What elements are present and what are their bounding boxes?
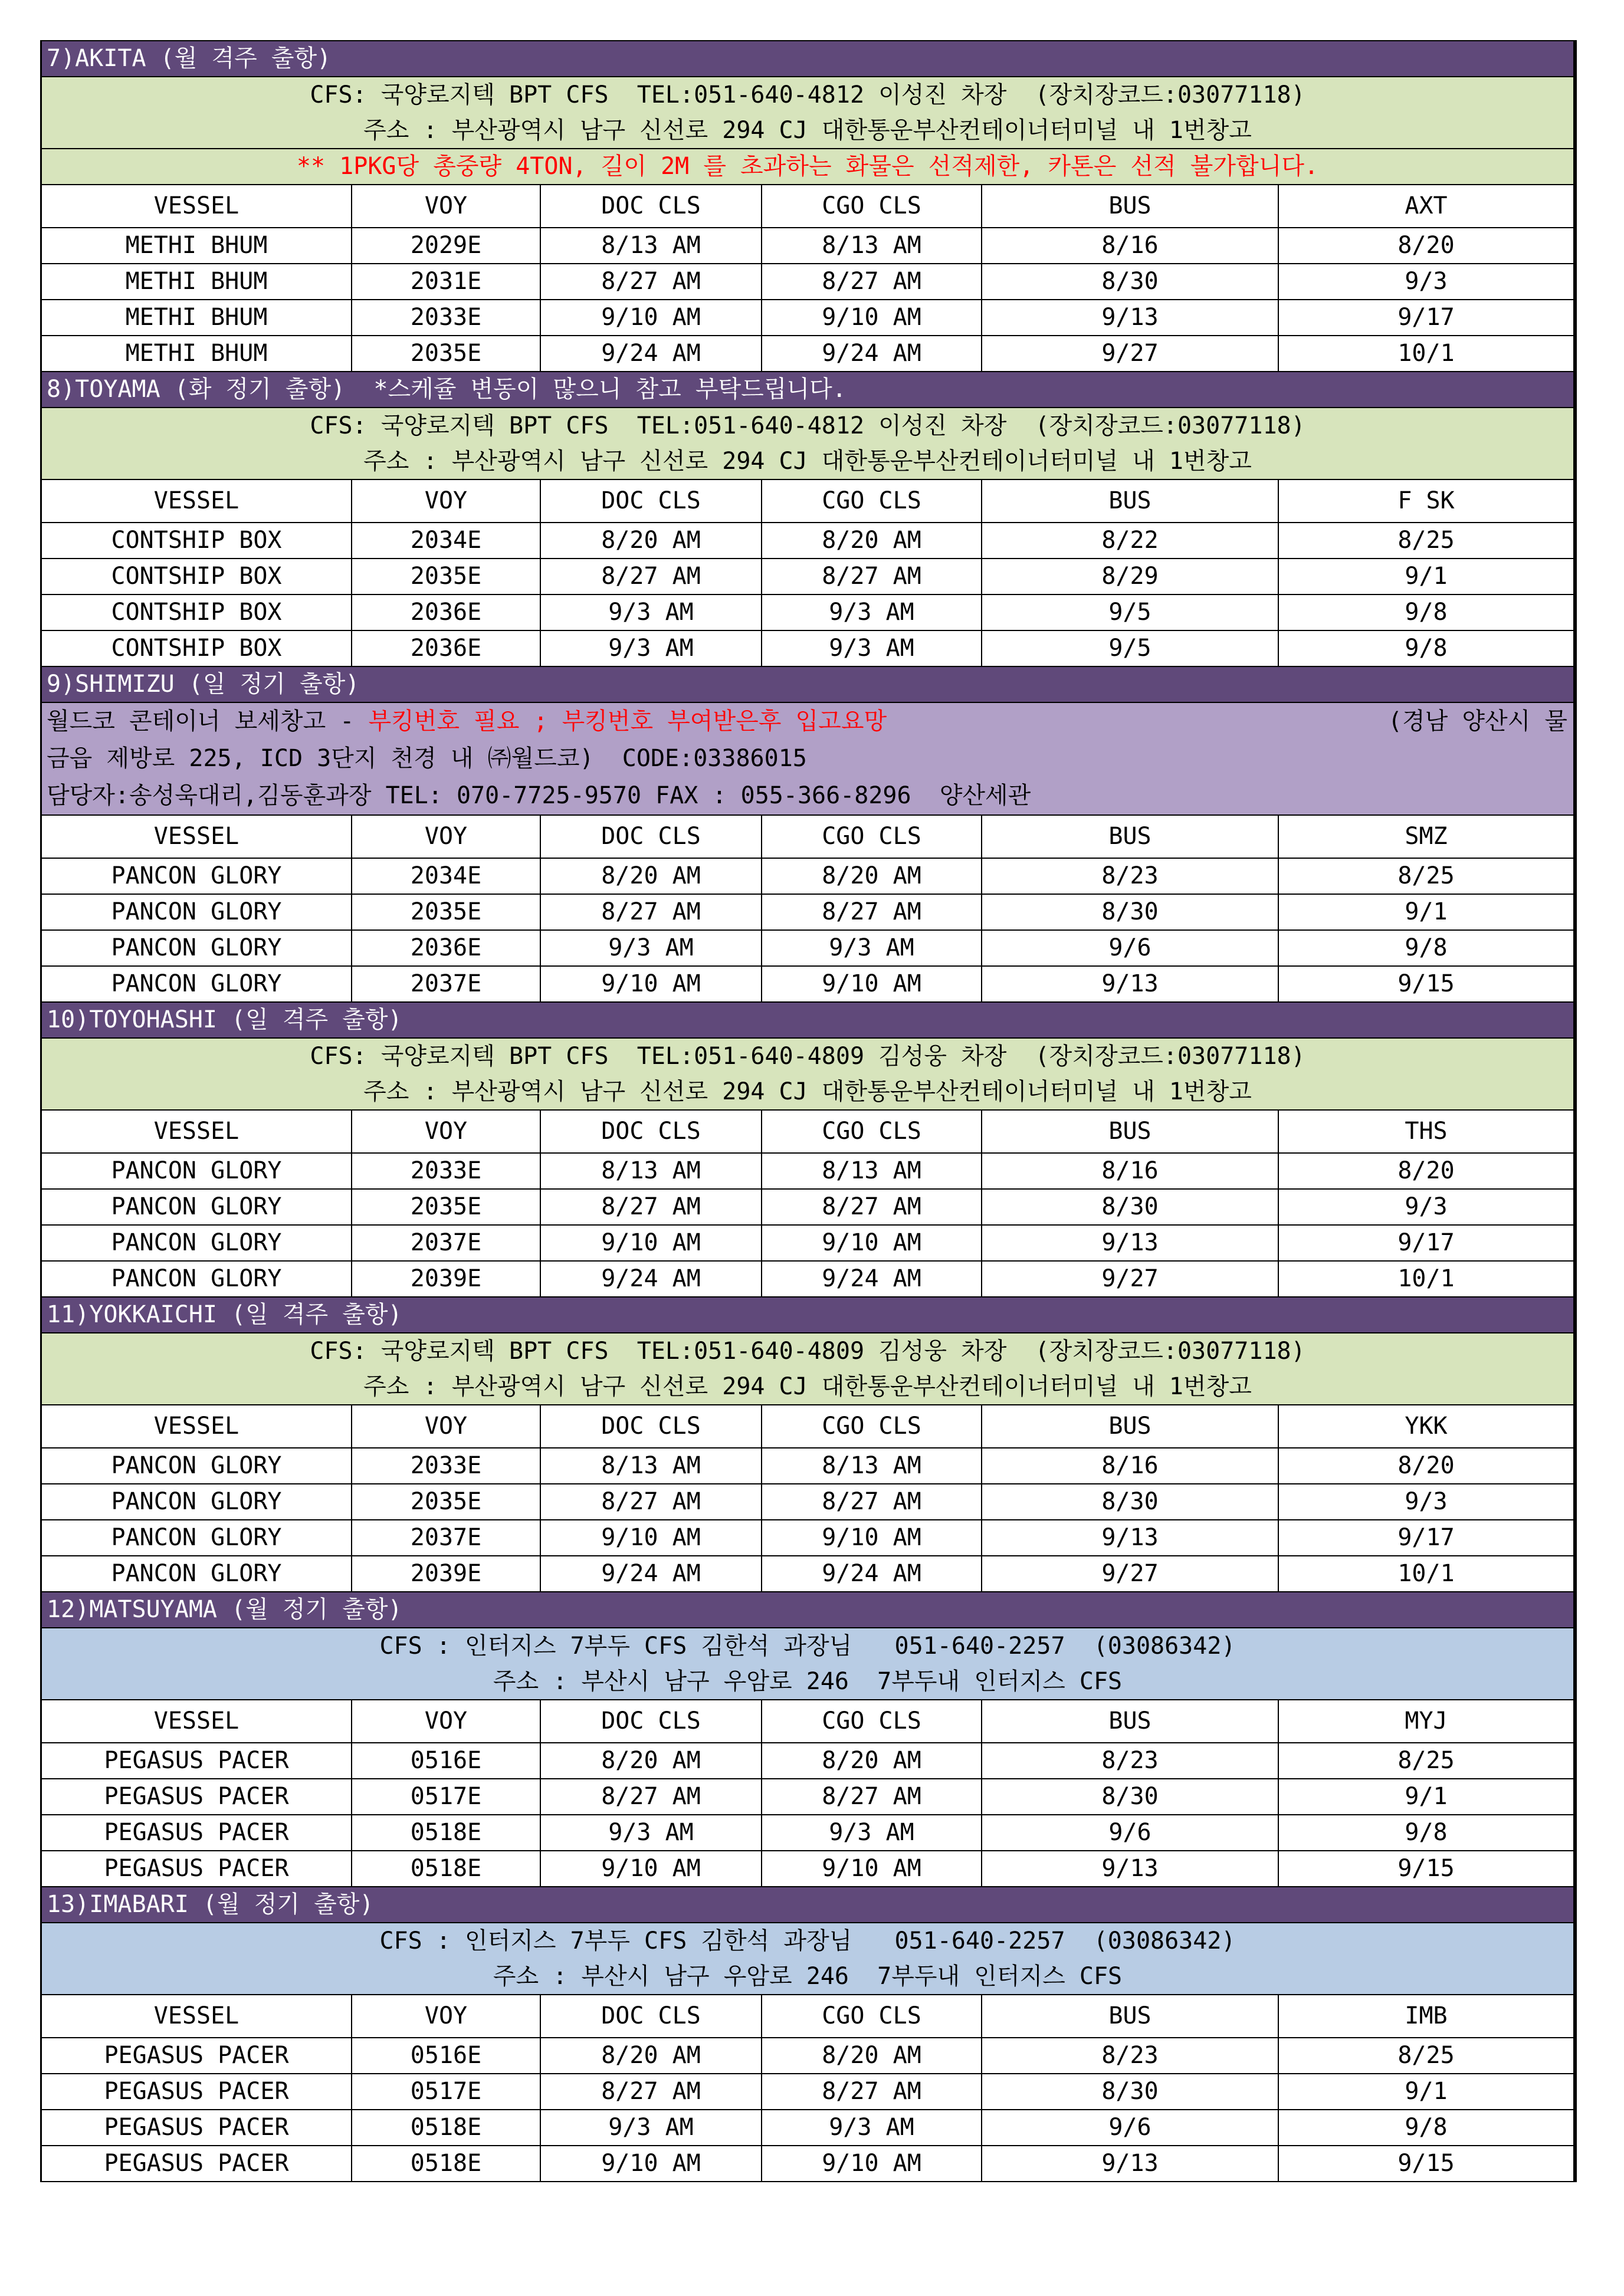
table-header-row <box>42 185 1573 228</box>
column-header-cgo-cls: CGO CLS <box>762 1700 982 1742</box>
section-title: 9)SHIMIZU (일 정기 출항) <box>42 667 1573 703</box>
cfs-info <box>42 1333 1573 1405</box>
vessel-cell: PANCON GLORY <box>42 967 352 1001</box>
column-header-voy: VOY <box>352 1405 541 1447</box>
cfs-info <box>42 1039 1573 1111</box>
cargo-cutoff-cell: 8/27 AM <box>762 1484 982 1519</box>
cargo-cutoff-cell: 8/13 AM <box>762 228 982 263</box>
port-arrival-cell: 9/1 <box>1405 898 1448 925</box>
port-arrival-cell: 9/15 <box>1397 970 1455 997</box>
doc-cutoff-cell: 8/13 AM <box>541 228 762 263</box>
doc-cutoff-cell: 8/20 AM <box>541 859 762 894</box>
column-header-bus: BUS <box>982 816 1279 858</box>
port-arrival-cell: 10/1 <box>1397 1560 1455 1587</box>
table-row <box>42 2146 1573 2182</box>
booking-warning: 부킹번호 필요 ; 부킹번호 부여받은후 입고요망 <box>368 708 887 735</box>
busan-departure-cell: 9/5 <box>982 595 1279 630</box>
busan-departure-cell: 8/30 <box>982 895 1279 929</box>
column-header-vessel: VESSEL <box>42 816 352 858</box>
port-arrival-cell: 9/8 <box>1405 635 1448 662</box>
warehouse-info <box>42 703 1573 816</box>
cargo-cutoff-cell: 9/10 AM <box>762 967 982 1001</box>
column-header-vessel: VESSEL <box>42 185 352 227</box>
cargo-cutoff-cell: 9/10 AM <box>762 1226 982 1260</box>
cargo-cutoff-cell: 8/13 AM <box>762 1154 982 1188</box>
cfs-contact-line: CFS : 인터지스 7부두 CFS 김한석 과장님 051-640-2257 (03086342) <box>379 1633 1236 1660</box>
busan-departure-cell: 8/16 <box>982 1154 1279 1188</box>
warehouse-name: 월드코 콘테이너 보세창고 - <box>47 708 369 735</box>
port-arrival-cell: 8/20 <box>1397 232 1455 259</box>
port-arrival-cell: 9/8 <box>1405 599 1448 626</box>
doc-cutoff-cell: 9/24 AM <box>541 1262 762 1296</box>
port-arrival-cell: 9/17 <box>1397 304 1455 331</box>
column-header-port: MYJ <box>1405 1707 1448 1735</box>
cargo-cutoff-cell: 9/10 AM <box>762 1851 982 1886</box>
vessel-cell: PANCON GLORY <box>42 1190 352 1224</box>
voyage-cell: 2033E <box>352 300 541 335</box>
port-arrival-cell: 9/17 <box>1397 1229 1455 1256</box>
column-header-port: IMB <box>1405 2002 1448 2029</box>
cfs-address-line: 주소 : 부산광역시 남구 신선로 294 CJ 대한통운부산컨테이너터미널 내 1번창고 <box>363 1373 1252 1400</box>
port-arrival-cell: 8/20 <box>1397 1157 1455 1184</box>
port-arrival-cell: 9/15 <box>1397 2150 1455 2177</box>
doc-cutoff-cell: 8/27 AM <box>541 1190 762 1224</box>
column-header-voy: VOY <box>352 185 541 227</box>
port-arrival-cell: 9/3 <box>1405 1193 1448 1220</box>
voyage-cell: 2031E <box>352 264 541 299</box>
doc-cutoff-cell: 8/27 AM <box>541 895 762 929</box>
port-arrival-cell: 9/15 <box>1397 1855 1455 1882</box>
voyage-cell: 2034E <box>352 859 541 894</box>
voyage-cell: 2035E <box>352 1484 541 1519</box>
warehouse-line-address: 금읍 제방로 225, ICD 3단지 천경 내 ㈜월드코) CODE:03386015 <box>47 745 807 772</box>
port-arrival-cell: 8/25 <box>1397 1747 1455 1774</box>
vessel-cell: CONTSHIP BOX <box>42 523 352 558</box>
cfs-info <box>42 408 1573 480</box>
doc-cutoff-cell: 9/3 AM <box>541 2110 762 2145</box>
warehouse-name-group <box>47 703 887 740</box>
section-title: 10)TOYOHASHI (일 격주 출항) <box>42 1003 1573 1039</box>
column-header-doc-cls: DOC CLS <box>541 1405 762 1447</box>
voyage-cell: 2035E <box>352 895 541 929</box>
doc-cutoff-cell: 8/27 AM <box>541 559 762 594</box>
table-row <box>42 264 1573 300</box>
vessel-cell: PANCON GLORY <box>42 1448 352 1483</box>
voyage-cell: 2034E <box>352 523 541 558</box>
table-row <box>42 1520 1573 1556</box>
vessel-cell: PEGASUS PACER <box>42 2110 352 2145</box>
table-row <box>42 895 1573 931</box>
cfs-address-line: 주소 : 부산시 남구 우암로 246 7부두내 인터지스 CFS <box>493 1668 1123 1695</box>
voyage-cell: 0518E <box>352 2146 541 2181</box>
table-header-row <box>42 816 1573 859</box>
vessel-cell: PANCON GLORY <box>42 1556 352 1591</box>
column-header-cgo-cls: CGO CLS <box>762 1405 982 1447</box>
column-header-voy: VOY <box>352 1995 541 2037</box>
vessel-cell: PANCON GLORY <box>42 931 352 965</box>
vessel-cell: PEGASUS PACER <box>42 2038 352 2073</box>
busan-departure-cell: 9/27 <box>982 1556 1279 1591</box>
port-arrival-cell: 10/1 <box>1397 1265 1455 1292</box>
voyage-cell: 0518E <box>352 1815 541 1850</box>
column-header-port: THS <box>1405 1118 1448 1145</box>
vessel-cell: METHI BHUM <box>42 336 352 371</box>
cargo-cutoff-cell: 8/20 AM <box>762 523 982 558</box>
table-row <box>42 228 1573 264</box>
busan-departure-cell: 8/30 <box>982 1779 1279 1814</box>
doc-cutoff-cell: 8/20 AM <box>541 1743 762 1778</box>
table-header-row <box>42 1405 1573 1448</box>
doc-cutoff-cell: 9/10 AM <box>541 1226 762 1260</box>
route-section <box>42 41 1573 372</box>
cargo-cutoff-cell: 9/10 AM <box>762 1520 982 1555</box>
vessel-cell: PANCON GLORY <box>42 859 352 894</box>
busan-departure-cell: 8/23 <box>982 2038 1279 2073</box>
port-arrival-cell: 8/20 <box>1397 1452 1455 1479</box>
column-header-port: AXT <box>1405 192 1448 219</box>
doc-cutoff-cell: 8/13 AM <box>541 1448 762 1483</box>
section-title: 13)IMABARI (월 정기 출항) <box>42 1887 1573 1923</box>
doc-cutoff-cell: 8/27 AM <box>541 264 762 299</box>
voyage-cell: 2039E <box>352 1556 541 1591</box>
doc-cutoff-cell: 9/10 AM <box>541 2146 762 2181</box>
busan-departure-cell: 8/16 <box>982 228 1279 263</box>
table-row <box>42 1262 1573 1298</box>
table-row <box>42 1851 1573 1887</box>
table-row <box>42 1556 1573 1592</box>
table-header-row <box>42 1995 1573 2038</box>
vessel-cell: PANCON GLORY <box>42 1484 352 1519</box>
voyage-cell: 2035E <box>352 559 541 594</box>
column-header-vessel: VESSEL <box>42 480 352 522</box>
vessel-cell: PEGASUS PACER <box>42 1743 352 1778</box>
section-title: 8)TOYAMA (화 정기 출항) *스케쥴 변동이 많으니 참고 부탁드립니다. <box>42 372 1573 408</box>
table-row <box>42 1743 1573 1779</box>
cargo-cutoff-cell: 8/20 AM <box>762 1743 982 1778</box>
busan-departure-cell: 9/6 <box>982 931 1279 965</box>
busan-departure-cell: 9/5 <box>982 631 1279 666</box>
cargo-restriction-notice: ** 1PKG당 총중량 4TON, 길이 2M 를 초과하는 화물은 선적제한, 카톤은 선적 불가합니다. <box>42 149 1573 185</box>
cargo-cutoff-cell: 9/3 AM <box>762 931 982 965</box>
voyage-cell: 0518E <box>352 2110 541 2145</box>
cfs-address-line: 주소 : 부산광역시 남구 신선로 294 CJ 대한통운부산컨테이너터미널 내 1번창고 <box>363 117 1252 144</box>
column-header-vessel: VESSEL <box>42 1111 352 1152</box>
busan-departure-cell: 9/13 <box>982 967 1279 1001</box>
cargo-cutoff-cell: 8/27 AM <box>762 1190 982 1224</box>
busan-departure-cell: 8/30 <box>982 2074 1279 2109</box>
doc-cutoff-cell: 8/13 AM <box>541 1154 762 1188</box>
column-header-cgo-cls: CGO CLS <box>762 185 982 227</box>
column-header-bus: BUS <box>982 1995 1279 2037</box>
table-row <box>42 523 1573 559</box>
table-row <box>42 300 1573 336</box>
voyage-cell: 2037E <box>352 1226 541 1260</box>
doc-cutoff-cell: 9/10 AM <box>541 1520 762 1555</box>
voyage-cell: 2037E <box>352 967 541 1001</box>
busan-departure-cell: 9/13 <box>982 1520 1279 1555</box>
cargo-cutoff-cell: 8/20 AM <box>762 2038 982 2073</box>
vessel-cell: PANCON GLORY <box>42 1154 352 1188</box>
vessel-cell: PEGASUS PACER <box>42 1851 352 1886</box>
port-arrival-cell: 9/17 <box>1397 1524 1455 1551</box>
doc-cutoff-cell: 9/10 AM <box>541 300 762 335</box>
vessel-cell: PANCON GLORY <box>42 1262 352 1296</box>
cargo-cutoff-cell: 9/3 AM <box>762 595 982 630</box>
column-header-voy: VOY <box>352 1700 541 1742</box>
schedule-sheet <box>40 40 1577 2182</box>
voyage-cell: 0517E <box>352 2074 541 2109</box>
table-row <box>42 1815 1573 1851</box>
vessel-cell: CONTSHIP BOX <box>42 631 352 666</box>
cargo-cutoff-cell: 8/27 AM <box>762 2074 982 2109</box>
vessel-cell: CONTSHIP BOX <box>42 595 352 630</box>
voyage-cell: 2036E <box>352 631 541 666</box>
table-row <box>42 859 1573 895</box>
port-arrival-cell: 10/1 <box>1397 340 1455 367</box>
vessel-cell: PANCON GLORY <box>42 895 352 929</box>
voyage-cell: 2036E <box>352 595 541 630</box>
busan-departure-cell: 9/13 <box>982 300 1279 335</box>
port-arrival-cell: 8/25 <box>1397 2042 1455 2069</box>
cargo-cutoff-cell: 8/27 AM <box>762 1779 982 1814</box>
column-header-voy: VOY <box>352 1111 541 1152</box>
voyage-cell: 0516E <box>352 1743 541 1778</box>
column-header-doc-cls: DOC CLS <box>541 1995 762 2037</box>
table-row <box>42 2110 1573 2146</box>
table-row <box>42 1226 1573 1262</box>
vessel-cell: PEGASUS PACER <box>42 1815 352 1850</box>
vessel-cell: PEGASUS PACER <box>42 2146 352 2181</box>
busan-departure-cell: 9/27 <box>982 1262 1279 1296</box>
table-row <box>42 931 1573 967</box>
column-header-doc-cls: DOC CLS <box>541 185 762 227</box>
doc-cutoff-cell: 9/3 AM <box>541 931 762 965</box>
section-title: 7)AKITA (월 격주 출항) <box>42 41 1573 77</box>
port-arrival-cell: 9/1 <box>1405 563 1448 590</box>
voyage-cell: 2033E <box>352 1448 541 1483</box>
busan-departure-cell: 8/22 <box>982 523 1279 558</box>
cfs-address-line: 주소 : 부산광역시 남구 신선로 294 CJ 대한통운부산컨테이너터미널 내 1번창고 <box>363 1078 1252 1105</box>
column-header-vessel: VESSEL <box>42 1995 352 2037</box>
vessel-cell: METHI BHUM <box>42 228 352 263</box>
port-arrival-cell: 9/3 <box>1405 268 1448 295</box>
route-section <box>42 1887 1573 2182</box>
table-header-row <box>42 480 1573 523</box>
table-row <box>42 1190 1573 1226</box>
doc-cutoff-cell: 9/10 AM <box>541 967 762 1001</box>
column-header-voy: VOY <box>352 480 541 522</box>
column-header-bus: BUS <box>982 480 1279 522</box>
vessel-cell: METHI BHUM <box>42 300 352 335</box>
vessel-cell: PEGASUS PACER <box>42 1779 352 1814</box>
route-section <box>42 1003 1573 1298</box>
busan-departure-cell: 9/6 <box>982 2110 1279 2145</box>
doc-cutoff-cell: 8/27 AM <box>541 2074 762 2109</box>
column-header-cgo-cls: CGO CLS <box>762 1995 982 2037</box>
cargo-cutoff-cell: 9/24 AM <box>762 1262 982 1296</box>
port-arrival-cell: 9/8 <box>1405 934 1448 961</box>
doc-cutoff-cell: 9/24 AM <box>541 336 762 371</box>
cargo-cutoff-cell: 9/10 AM <box>762 300 982 335</box>
cargo-cutoff-cell: 8/27 AM <box>762 559 982 594</box>
doc-cutoff-cell: 9/3 AM <box>541 631 762 666</box>
route-section <box>42 667 1573 1003</box>
busan-departure-cell: 8/16 <box>982 1448 1279 1483</box>
section-title: 12)MATSUYAMA (월 정기 출항) <box>42 1592 1573 1628</box>
busan-departure-cell: 8/30 <box>982 1484 1279 1519</box>
doc-cutoff-cell: 9/10 AM <box>541 1851 762 1886</box>
table-row <box>42 595 1573 631</box>
column-header-cgo-cls: CGO CLS <box>762 816 982 858</box>
doc-cutoff-cell: 8/27 AM <box>541 1779 762 1814</box>
route-section <box>42 1592 1573 1887</box>
column-header-voy: VOY <box>352 816 541 858</box>
column-header-bus: BUS <box>982 1111 1279 1152</box>
cargo-cutoff-cell: 9/24 AM <box>762 1556 982 1591</box>
column-header-vessel: VESSEL <box>42 1405 352 1447</box>
port-arrival-cell: 9/8 <box>1405 2114 1448 2141</box>
busan-departure-cell: 9/27 <box>982 336 1279 371</box>
voyage-cell: 2029E <box>352 228 541 263</box>
cfs-info <box>42 77 1573 149</box>
table-row <box>42 631 1573 667</box>
port-arrival-cell: 8/25 <box>1397 527 1455 554</box>
table-header-row <box>42 1111 1573 1154</box>
cfs-contact-line: CFS : 인터지스 7부두 CFS 김한석 과장님 051-640-2257 (03086342) <box>379 1927 1236 1955</box>
column-header-cgo-cls: CGO CLS <box>762 480 982 522</box>
column-header-doc-cls: DOC CLS <box>541 1111 762 1152</box>
cfs-contact-line: CFS: 국양로지텍 BPT CFS TEL:051-640-4809 김성웅 차장 (장치장코드:03077118) <box>310 1338 1305 1365</box>
port-arrival-cell: 9/8 <box>1405 1819 1448 1846</box>
busan-departure-cell: 8/30 <box>982 1190 1279 1224</box>
cfs-contact-line: CFS: 국양로지텍 BPT CFS TEL:051-640-4812 이성진 차장 (장치장코드:03077118) <box>310 81 1305 109</box>
cargo-cutoff-cell: 9/3 AM <box>762 2110 982 2145</box>
table-row <box>42 2074 1573 2110</box>
table-row <box>42 1779 1573 1815</box>
vessel-cell: CONTSHIP BOX <box>42 559 352 594</box>
section-title: 11)YOKKAICHI (일 격주 출항) <box>42 1298 1573 1333</box>
column-header-bus: BUS <box>982 1405 1279 1447</box>
column-header-bus: BUS <box>982 185 1279 227</box>
port-arrival-cell: 9/1 <box>1405 1783 1448 1810</box>
cfs-info <box>42 1628 1573 1700</box>
table-row <box>42 1154 1573 1190</box>
column-header-cgo-cls: CGO CLS <box>762 1111 982 1152</box>
route-section <box>42 372 1573 667</box>
warehouse-line-contact: 담당자:송성욱대리,김동훈과장 TEL: 070-7725-9570 FAX : 055-366-8296 양산세관 <box>47 782 1031 809</box>
voyage-cell: 2035E <box>352 336 541 371</box>
cargo-cutoff-cell: 9/3 AM <box>762 631 982 666</box>
route-section <box>42 1298 1573 1592</box>
table-row <box>42 559 1573 595</box>
busan-departure-cell: 8/30 <box>982 264 1279 299</box>
voyage-cell: 2036E <box>352 931 541 965</box>
voyage-cell: 2039E <box>352 1262 541 1296</box>
column-header-doc-cls: DOC CLS <box>541 816 762 858</box>
column-header-port: F SK <box>1397 487 1455 514</box>
busan-departure-cell: 8/23 <box>982 859 1279 894</box>
column-header-doc-cls: DOC CLS <box>541 480 762 522</box>
column-header-doc-cls: DOC CLS <box>541 1700 762 1742</box>
table-row <box>42 2038 1573 2074</box>
doc-cutoff-cell: 9/24 AM <box>541 1556 762 1591</box>
voyage-cell: 2033E <box>352 1154 541 1188</box>
cfs-info <box>42 1923 1573 1995</box>
vessel-cell: PANCON GLORY <box>42 1226 352 1260</box>
port-arrival-cell: 9/3 <box>1405 1488 1448 1515</box>
cargo-cutoff-cell: 8/27 AM <box>762 895 982 929</box>
cargo-cutoff-cell: 9/10 AM <box>762 2146 982 2181</box>
column-header-bus: BUS <box>982 1700 1279 1742</box>
warehouse-line-name <box>42 703 1573 740</box>
warehouse-location-start: (경남 양산시 물 <box>1387 708 1567 735</box>
cargo-cutoff-cell: 9/24 AM <box>762 336 982 371</box>
cfs-contact-line: CFS: 국양로지텍 BPT CFS TEL:051-640-4812 이성진 차장 (장치장코드:03077118) <box>310 412 1305 439</box>
vessel-cell: METHI BHUM <box>42 264 352 299</box>
busan-departure-cell: 9/13 <box>982 1851 1279 1886</box>
busan-departure-cell: 9/13 <box>982 2146 1279 2181</box>
voyage-cell: 2037E <box>352 1520 541 1555</box>
cargo-cutoff-cell: 9/3 AM <box>762 1815 982 1850</box>
busan-departure-cell: 8/29 <box>982 559 1279 594</box>
busan-departure-cell: 8/23 <box>982 1743 1279 1778</box>
cfs-address-line: 주소 : 부산광역시 남구 신선로 294 CJ 대한통운부산컨테이너터미널 내 1번창고 <box>363 448 1252 475</box>
table-row <box>42 336 1573 372</box>
table-row <box>42 1484 1573 1520</box>
cfs-address-line: 주소 : 부산시 남구 우암로 246 7부두내 인터지스 CFS <box>493 1963 1123 1990</box>
voyage-cell: 0518E <box>352 1851 541 1886</box>
voyage-cell: 2035E <box>352 1190 541 1224</box>
cargo-cutoff-cell: 8/13 AM <box>762 1448 982 1483</box>
voyage-cell: 0516E <box>352 2038 541 2073</box>
column-header-port: YKK <box>1405 1413 1448 1440</box>
column-header-port: SMZ <box>1405 823 1448 850</box>
busan-departure-cell: 9/6 <box>982 1815 1279 1850</box>
port-arrival-cell: 9/1 <box>1405 2078 1448 2105</box>
table-header-row <box>42 1700 1573 1743</box>
cfs-contact-line: CFS: 국양로지텍 BPT CFS TEL:051-640-4809 김성웅 차장 (장치장코드:03077118) <box>310 1043 1305 1070</box>
column-header-vessel: VESSEL <box>42 1700 352 1742</box>
vessel-cell: PEGASUS PACER <box>42 2074 352 2109</box>
table-row <box>42 1448 1573 1484</box>
cargo-cutoff-cell: 8/20 AM <box>762 859 982 894</box>
vessel-cell: PANCON GLORY <box>42 1520 352 1555</box>
cargo-cutoff-cell: 8/27 AM <box>762 264 982 299</box>
doc-cutoff-cell: 8/20 AM <box>541 523 762 558</box>
doc-cutoff-cell: 9/3 AM <box>541 1815 762 1850</box>
table-row <box>42 967 1573 1003</box>
port-arrival-cell: 8/25 <box>1397 862 1455 889</box>
voyage-cell: 0517E <box>352 1779 541 1814</box>
doc-cutoff-cell: 9/3 AM <box>541 595 762 630</box>
doc-cutoff-cell: 8/20 AM <box>541 2038 762 2073</box>
busan-departure-cell: 9/13 <box>982 1226 1279 1260</box>
doc-cutoff-cell: 8/27 AM <box>541 1484 762 1519</box>
